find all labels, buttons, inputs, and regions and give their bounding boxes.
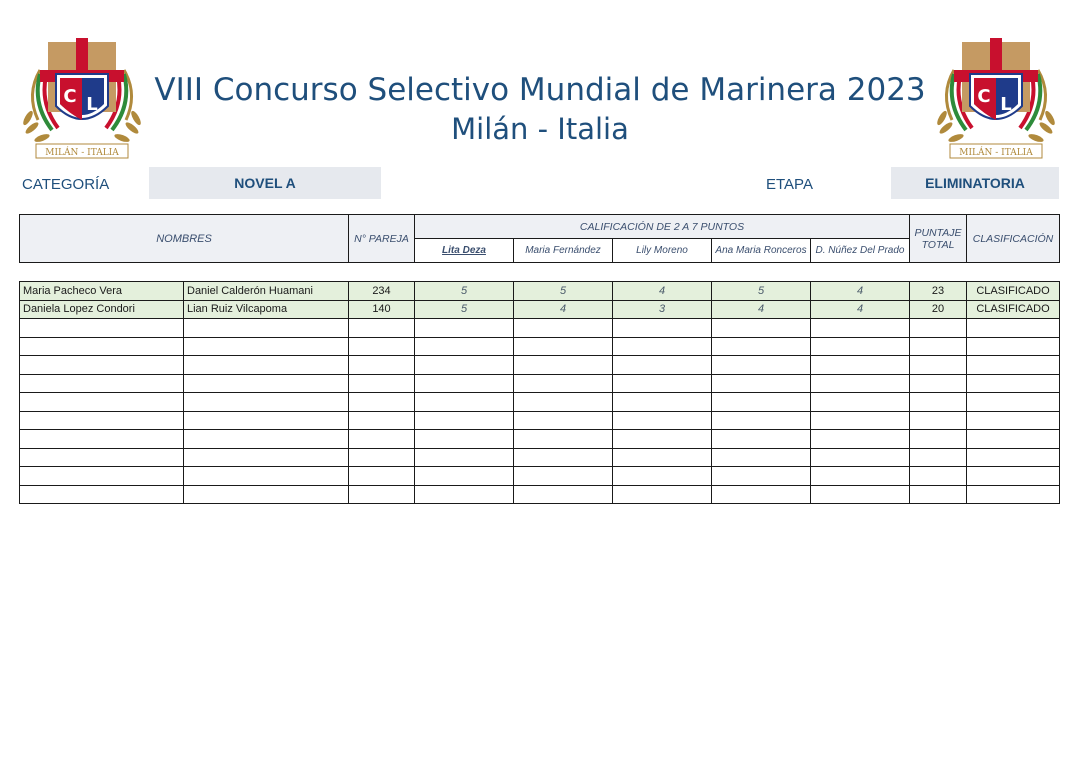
empty-table-row <box>20 374 1060 393</box>
empty-cell <box>712 374 811 393</box>
judge-header: Maria Fernández <box>514 239 613 263</box>
pair-number: 234 <box>349 282 415 301</box>
score-table-header <box>19 214 1060 263</box>
empty-cell <box>349 430 415 449</box>
column-header-total <box>910 215 967 263</box>
empty-cell <box>415 393 514 412</box>
column-header-names: NOMBRES <box>20 215 349 263</box>
empty-table-row <box>20 393 1060 412</box>
empty-cell <box>712 430 811 449</box>
empty-cell <box>910 393 967 412</box>
empty-cell <box>910 374 967 393</box>
empty-table-row <box>20 337 1060 356</box>
judge-score: 5 <box>415 300 514 319</box>
empty-cell <box>20 393 184 412</box>
empty-cell <box>184 467 349 486</box>
judge-score: 4 <box>514 300 613 319</box>
empty-cell <box>514 374 613 393</box>
empty-table-row <box>20 448 1060 467</box>
empty-cell <box>811 467 910 486</box>
empty-cell <box>20 337 184 356</box>
empty-cell <box>967 393 1060 412</box>
empty-cell <box>811 319 910 338</box>
empty-cell <box>415 411 514 430</box>
empty-cell <box>712 467 811 486</box>
empty-cell <box>20 448 184 467</box>
empty-cell <box>712 393 811 412</box>
judge-header: Lita Deza <box>415 239 514 263</box>
empty-cell <box>613 411 712 430</box>
empty-cell <box>811 411 910 430</box>
judge-header: D. Núñez Del Prado <box>811 239 910 263</box>
empty-cell <box>349 393 415 412</box>
empty-cell <box>184 337 349 356</box>
empty-cell <box>811 430 910 449</box>
empty-cell <box>811 393 910 412</box>
empty-cell <box>349 337 415 356</box>
empty-cell <box>415 430 514 449</box>
stage-value: ELIMINATORIA <box>891 167 1059 199</box>
empty-cell <box>910 356 967 375</box>
empty-cell <box>349 374 415 393</box>
empty-cell <box>184 356 349 375</box>
classification-status: CLASIFICADO <box>967 282 1060 301</box>
empty-cell <box>20 319 184 338</box>
table-row <box>20 300 1060 319</box>
judge-score: 4 <box>811 300 910 319</box>
empty-cell <box>415 337 514 356</box>
empty-cell <box>811 448 910 467</box>
empty-cell <box>514 393 613 412</box>
empty-cell <box>349 485 415 504</box>
empty-cell <box>184 430 349 449</box>
stage-label: ETAPA <box>766 176 813 193</box>
empty-cell <box>514 448 613 467</box>
column-header-classification: CLASIFICACIÓN <box>967 215 1060 263</box>
empty-cell <box>967 319 1060 338</box>
empty-cell <box>712 411 811 430</box>
page-header <box>130 72 950 146</box>
judge-score: 4 <box>613 282 712 301</box>
total-score: 20 <box>910 300 967 319</box>
empty-cell <box>613 374 712 393</box>
club-logo-right <box>932 34 1060 166</box>
empty-cell <box>910 411 967 430</box>
svg-text:C: C <box>977 86 991 107</box>
page-title: VIII Concurso Selectivo Mundial de Marinera 2023 <box>154 72 926 108</box>
empty-cell <box>349 467 415 486</box>
page-subtitle: Milán - Italia <box>451 112 629 146</box>
empty-cell <box>910 485 967 504</box>
empty-cell <box>613 448 712 467</box>
judge-score: 3 <box>613 300 712 319</box>
logo-caption: MILÁN - ITALIA <box>959 148 1033 158</box>
logo-caption: MILÁN - ITALIA <box>45 148 119 158</box>
column-header-total-line2: TOTAL <box>921 238 955 251</box>
svg-text:C: C <box>63 86 77 107</box>
judge-score: 5 <box>514 282 613 301</box>
empty-cell <box>811 356 910 375</box>
table-row <box>20 282 1060 301</box>
empty-table-row <box>20 356 1060 375</box>
empty-table-row <box>20 485 1060 504</box>
empty-cell <box>967 467 1060 486</box>
judge-score: 4 <box>712 300 811 319</box>
judge-score: 5 <box>712 282 811 301</box>
empty-cell <box>967 356 1060 375</box>
empty-cell <box>184 393 349 412</box>
dancer-name: Daniela Lopez Condori <box>20 300 184 319</box>
column-header-pair: N° PAREJA <box>349 215 415 263</box>
empty-cell <box>20 411 184 430</box>
empty-cell <box>349 448 415 467</box>
empty-table-row <box>20 411 1060 430</box>
score-table-body <box>19 281 1060 504</box>
empty-cell <box>613 485 712 504</box>
judge-score: 4 <box>811 282 910 301</box>
judge-score: 5 <box>415 282 514 301</box>
svg-text:L: L <box>86 94 98 115</box>
empty-cell <box>712 448 811 467</box>
category-value: NOVEL A <box>149 167 381 199</box>
column-header-scores: CALIFICACIÓN DE 2 A 7 PUNTOS <box>415 215 910 239</box>
empty-cell <box>712 356 811 375</box>
empty-cell <box>349 356 415 375</box>
empty-cell <box>811 337 910 356</box>
club-logo-left <box>18 34 146 166</box>
empty-cell <box>184 374 349 393</box>
empty-cell <box>20 485 184 504</box>
empty-cell <box>613 430 712 449</box>
empty-cell <box>967 448 1060 467</box>
empty-cell <box>613 467 712 486</box>
empty-cell <box>811 374 910 393</box>
empty-cell <box>415 448 514 467</box>
judge-header: Ana Maria Ronceros <box>712 239 811 263</box>
dancer-name: Maria Pacheco Vera <box>20 282 184 301</box>
empty-cell <box>712 485 811 504</box>
empty-cell <box>967 485 1060 504</box>
empty-cell <box>967 337 1060 356</box>
empty-cell <box>613 356 712 375</box>
empty-cell <box>20 356 184 375</box>
empty-cell <box>613 337 712 356</box>
empty-cell <box>184 485 349 504</box>
empty-cell <box>415 485 514 504</box>
empty-cell <box>415 356 514 375</box>
empty-cell <box>613 393 712 412</box>
svg-text:L: L <box>1000 94 1012 115</box>
empty-cell <box>415 319 514 338</box>
empty-cell <box>184 448 349 467</box>
empty-cell <box>514 337 613 356</box>
empty-cell <box>415 374 514 393</box>
empty-table-row <box>20 467 1060 486</box>
column-header-total-line1: PUNTAJE <box>914 226 962 239</box>
empty-cell <box>349 319 415 338</box>
empty-cell <box>20 467 184 486</box>
empty-table-row <box>20 319 1060 338</box>
empty-cell <box>712 319 811 338</box>
empty-cell <box>910 337 967 356</box>
empty-cell <box>514 467 613 486</box>
empty-cell <box>514 411 613 430</box>
empty-cell <box>415 467 514 486</box>
empty-cell <box>349 411 415 430</box>
judge-header: Lily Moreno <box>613 239 712 263</box>
empty-cell <box>712 337 811 356</box>
category-label: CATEGORÍA <box>22 176 110 193</box>
empty-cell <box>20 430 184 449</box>
partner-name: Daniel Calderón Huamani <box>184 282 349 301</box>
empty-table-row <box>20 430 1060 449</box>
empty-cell <box>184 411 349 430</box>
empty-cell <box>20 374 184 393</box>
empty-cell <box>514 319 613 338</box>
empty-cell <box>910 430 967 449</box>
empty-cell <box>184 319 349 338</box>
empty-cell <box>811 485 910 504</box>
empty-cell <box>514 430 613 449</box>
empty-cell <box>514 485 613 504</box>
empty-cell <box>514 356 613 375</box>
empty-cell <box>967 430 1060 449</box>
empty-cell <box>910 448 967 467</box>
empty-cell <box>967 374 1060 393</box>
empty-cell <box>910 467 967 486</box>
partner-name: Lian Ruiz Vilcapoma <box>184 300 349 319</box>
empty-cell <box>613 319 712 338</box>
empty-cell <box>910 319 967 338</box>
pair-number: 140 <box>349 300 415 319</box>
total-score: 23 <box>910 282 967 301</box>
empty-cell <box>967 411 1060 430</box>
classification-status: CLASIFICADO <box>967 300 1060 319</box>
